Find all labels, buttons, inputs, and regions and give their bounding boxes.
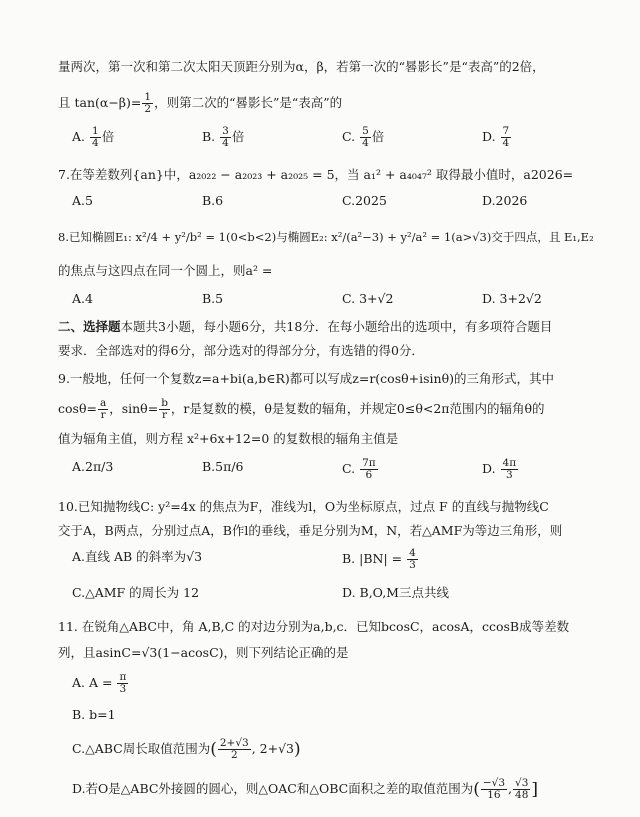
q10-option-c: C.△AMF 的周长为 12 xyxy=(72,585,200,600)
q8-option-d: D. 3+2√2 xyxy=(482,291,542,306)
q7-options xyxy=(72,192,612,222)
q9-option-c: C. $\frac{7\pi}{6}$ xyxy=(342,457,376,481)
section2-header: 二、选择题本题共3小题，每小题6分，共18分．在每小题给出的选项中，有多项符合题目 xyxy=(58,319,553,334)
q6-option-a: A. $\frac{1}{4}$ 倍 xyxy=(72,125,115,149)
q7-option-a: A.5 xyxy=(72,193,93,208)
q8-option-a: A.4 xyxy=(72,291,93,306)
q9-text-line2: cosθ= $\frac{a}{r}$ ，sinθ= $\frac{b}{r}$ ，r是复数的模，θ是复数的辐角，并规定0≤θ<2π范围内的辐角θ的 xyxy=(58,397,545,421)
q9-text-line3: 值为辐角主值，则方程 x²+6x+12=0 的复数根的辐角主值是 xyxy=(58,431,399,446)
q10-option-a: A.直线 AB 的斜率为√3 xyxy=(72,549,203,564)
q7-option-c: C.2025 xyxy=(342,193,387,208)
q7-text: 7.在等差数列{an}中，a₂₀₂₂ − a₂₀₂₃ + a₂₀₂₅ = 5，当 a₁² + a₄₀₄₇² 取得最小值时，a2026= xyxy=(58,167,574,182)
q10-text-line1: 10.已知抛物线C: y²=4x 的焦点为F，准线为l，O为坐标原点，过点 F 的直线与抛物线C xyxy=(58,499,549,514)
q8-option-c: C. 3+√2 xyxy=(342,291,394,306)
q7-option-d: D.2026 xyxy=(482,193,528,208)
q11-option-d: D.若O是△ABC外接圆的圆心，则△OAC和△OBC面积之差的取值范围为( $\frac{-√3}{16}$ , $\frac{√3}{48}$ ] xyxy=(72,777,539,801)
section2-text2: 要求．全部选对的得6分，部分选对的得部分分，有选错的得0分． xyxy=(58,343,424,358)
q9-option-b: B.5π/6 xyxy=(202,459,244,474)
q11-text-line1: 11. 在锐角△ABC中，角 A,B,C 的对边分别为a,b,c．已知bcosC，acosA，ccosB成等差数 xyxy=(58,619,570,634)
q8-text-line2: 的焦点与这四点在同一个圆上，则a² = xyxy=(58,263,273,278)
q8-option-b: B.5 xyxy=(202,291,224,306)
q6-option-d: D. $\frac{7}{4}$ xyxy=(482,125,510,149)
q10-options-row2 xyxy=(72,584,612,614)
q10-options-row1 xyxy=(72,548,612,578)
q9-option-a: A.2π/3 xyxy=(72,459,114,474)
q11-option-a: A. A = $\frac{\pi}{3}$ xyxy=(72,671,127,695)
q11-text-line2: 列，且asinC=√3(1−acosC)，则下列结论正确的是 xyxy=(58,645,349,660)
q7-option-b: B.6 xyxy=(202,193,224,208)
q11-option-c: C.△ABC周长取值范围为( $\frac{2+√3}{2}$ , 2+√3) xyxy=(72,737,301,761)
q6-text-line1: 量两次，第一次和第二次太阳天顶距分别为α，β，若第一次的“晷影长”是“表高”的2倍， xyxy=(58,59,545,74)
q9-options xyxy=(72,458,612,488)
q6-option-b: B. $\frac{3}{4}$ 倍 xyxy=(202,125,245,149)
q6-options xyxy=(72,126,612,156)
q8-text-line1: 8.已知椭圆E₁: x²/4 + y²/b² = 1(0<b<2)与椭圆E₂: x²/(a²−3) + y²/a² = 1(a>√3)交于四点，且 E₁,E₂ xyxy=(58,230,594,244)
q11-option-b: B. b=1 xyxy=(72,707,116,722)
q8-options xyxy=(72,290,612,320)
q6-option-c: C. $\frac{5}{4}$ 倍 xyxy=(342,125,385,149)
section2-title: 二、选择题 xyxy=(58,319,121,334)
q10-text-line2: 交于A，B两点，分别过点A，B作l的垂线，垂足分别为M，N，若△AMF为等边三角形，则 xyxy=(58,523,563,538)
q10-option-b: B. |BN| = $\frac{4}{3}$ xyxy=(342,547,416,571)
q9-option-d: D. $\frac{4\pi}{3}$ xyxy=(482,457,517,481)
q6-text-line2: 且 tan(α−β)= $\frac{1}{2}$ ，则第二次的“晷影长”是“表高”的 xyxy=(58,91,343,115)
q9-text-line1: 9.一般地，任何一个复数z=a+bi(a,b∈R)都可以写成z=r(cosθ+isinθ)的三角形式，其中 xyxy=(58,371,554,386)
q10-option-d: D. B,O,M三点共线 xyxy=(342,585,449,600)
